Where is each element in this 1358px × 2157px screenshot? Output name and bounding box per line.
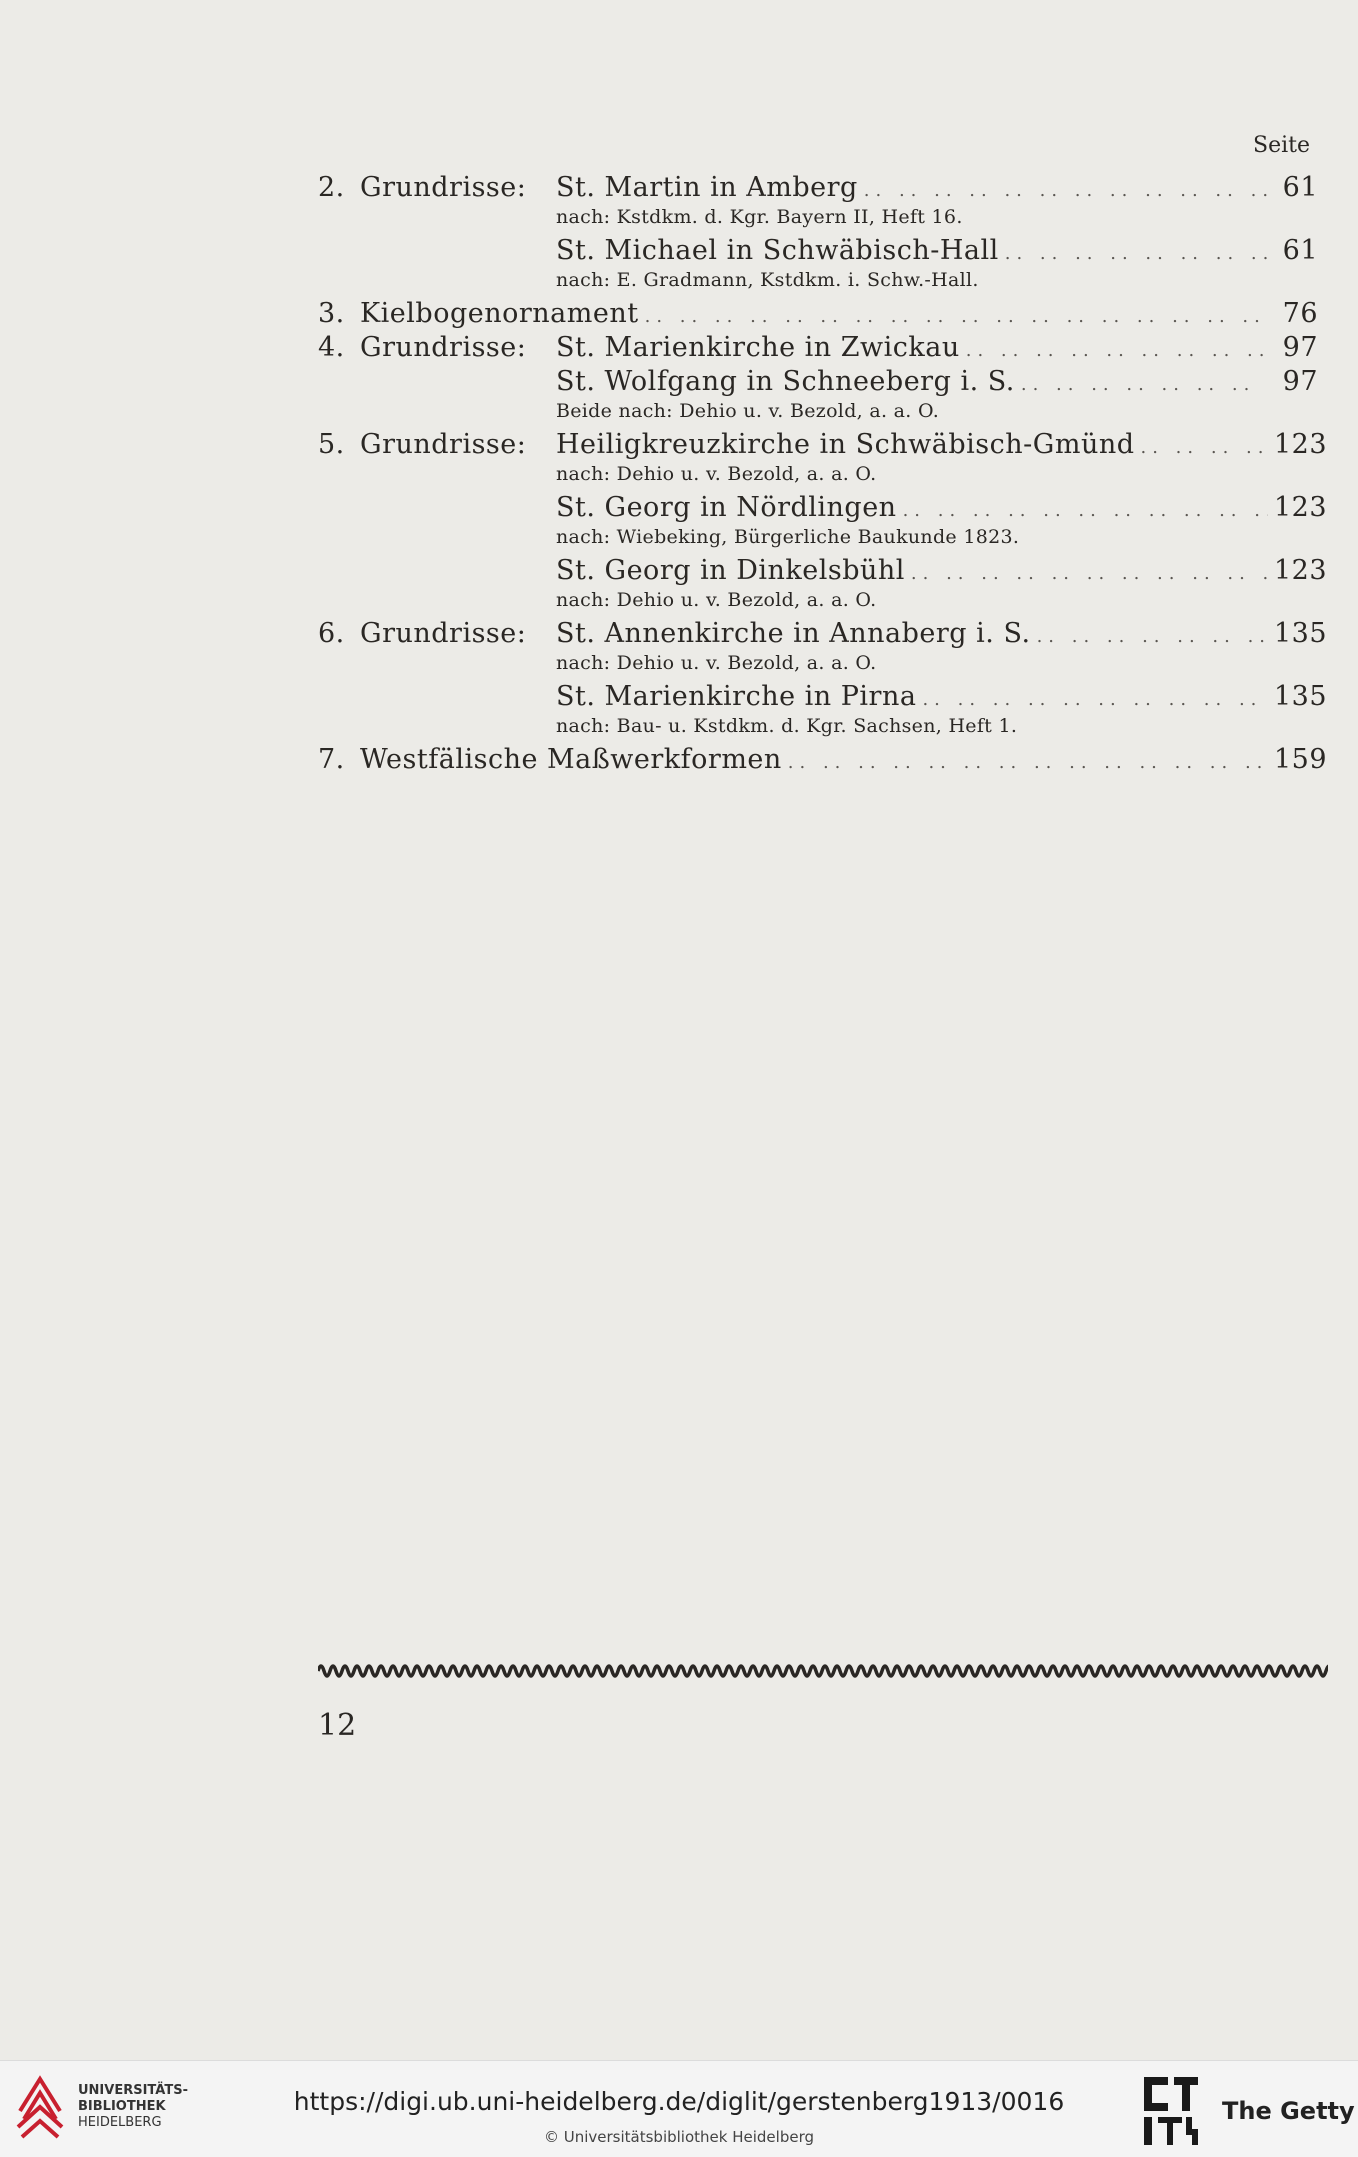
dot-leader [645,306,1268,327]
entry-number: 3. [318,298,345,329]
toc-entry [318,332,1318,366]
dot-leader [1021,374,1268,395]
viewer-footer [0,2060,1358,2157]
entry-title: St. Martin in Amberg [556,172,858,203]
dot-leader [1005,243,1268,264]
entry-page-number: 76 [1282,298,1318,329]
toc-entry [318,429,1328,463]
dot-leader [966,340,1268,361]
source-note: nach: E. Gradmann, Kstdkm. i. Schw.-Hall. [556,269,979,291]
entry-page-number: 135 [1274,681,1328,712]
dot-leader [903,500,1268,521]
library-name-line: HEIDELBERG [78,2115,162,2130]
toc-entry [318,235,1318,269]
dot-leader [1141,437,1268,458]
dot-leader [788,752,1268,773]
toc-entry [318,298,1318,332]
dot-leader [1037,626,1268,647]
dot-leader [911,563,1268,584]
source-note: nach: Kstdkm. d. Kgr. Bayern II, Heft 16. [556,206,963,228]
entry-page-number: 61 [1282,172,1318,203]
entry-page-number: 159 [1274,744,1328,775]
source-note: nach: Dehio u. v. Bezold, a. a. O. [556,463,877,485]
entry-title: St. Annenkirche in Annaberg i. S. [556,618,1031,649]
source-note: nach: Dehio u. v. Bezold, a. a. O. [556,589,877,611]
table-of-figures [318,172,1328,778]
entry-title: St. Marienkirche in Zwickau [556,332,960,363]
toc-entry [318,172,1318,206]
entry-page-number: 61 [1282,235,1318,266]
entry-title: St. Georg in Nördlingen [556,492,897,523]
permalink-url[interactable]: https://digi.ub.uni-heidelberg.de/diglit/gerstenberg1913/0016 [293,2087,1065,2116]
entry-number: 6. [318,618,345,649]
library-name-line: UNIVERSITÄTS- [78,2083,188,2098]
library-name-line: BIBLIOTHEK [78,2099,166,2114]
entry-number: 4. [318,332,345,363]
getty-logo-icon [1142,2075,1200,2147]
toc-entry [318,555,1328,589]
entry-title: St. Georg in Dinkelsbühl [556,555,905,586]
source-note: nach: Wiebeking, Bürgerliche Baukunde 1823. [556,526,1020,548]
entry-label: Grundrisse: [360,332,527,363]
source-note: nach: Dehio u. v. Bezold, a. a. O. [556,652,877,674]
toc-entry [318,681,1328,715]
copyright-notice: © Universitätsbibliothek Heidelberg [543,2128,814,2146]
toc-entry [318,366,1318,400]
source-note: Beide nach: Dehio u. v. Bezold, a. a. O. [556,400,940,422]
wave-ornament-divider [318,1660,1328,1682]
dot-leader [922,689,1268,710]
entry-title: Heiligkreuzkirche in Schwäbisch-Gmünd [556,429,1135,460]
entry-page-number: 97 [1282,332,1318,363]
entry-title: St. Marienkirche in Pirna [556,681,917,712]
entry-label: Grundrisse: [360,172,527,203]
entry-label: Westfälische Maßwerkformen [360,744,782,775]
entry-page-number: 135 [1274,618,1328,649]
entry-number: 7. [318,744,345,775]
toc-entry [318,618,1328,652]
entry-page-number: 123 [1274,555,1328,586]
toc-entry [318,492,1328,526]
entry-label: Grundrisse: [360,618,527,649]
entry-title: St. Michael in Schwäbisch-Hall [556,235,999,266]
page-number: 12 [318,1708,357,1743]
entry-page-number: 123 [1274,429,1328,460]
entry-page-number: 123 [1274,492,1328,523]
entry-label: Grundrisse: [360,429,527,460]
entry-label: Kielbogenornament [360,298,639,329]
entry-number: 2. [318,172,345,203]
entry-number: 5. [318,429,345,460]
entry-title: St. Wolfgang in Schneeberg i. S. [556,366,1015,397]
source-note: nach: Bau- u. Kstdkm. d. Kgr. Sachsen, Heft 1. [556,715,1018,737]
entry-page-number: 97 [1282,366,1318,397]
dot-leader [864,180,1268,201]
toc-entry [318,744,1328,778]
page-column-header: Seite [1253,133,1310,158]
partner-name: The Getty [1222,2097,1355,2125]
